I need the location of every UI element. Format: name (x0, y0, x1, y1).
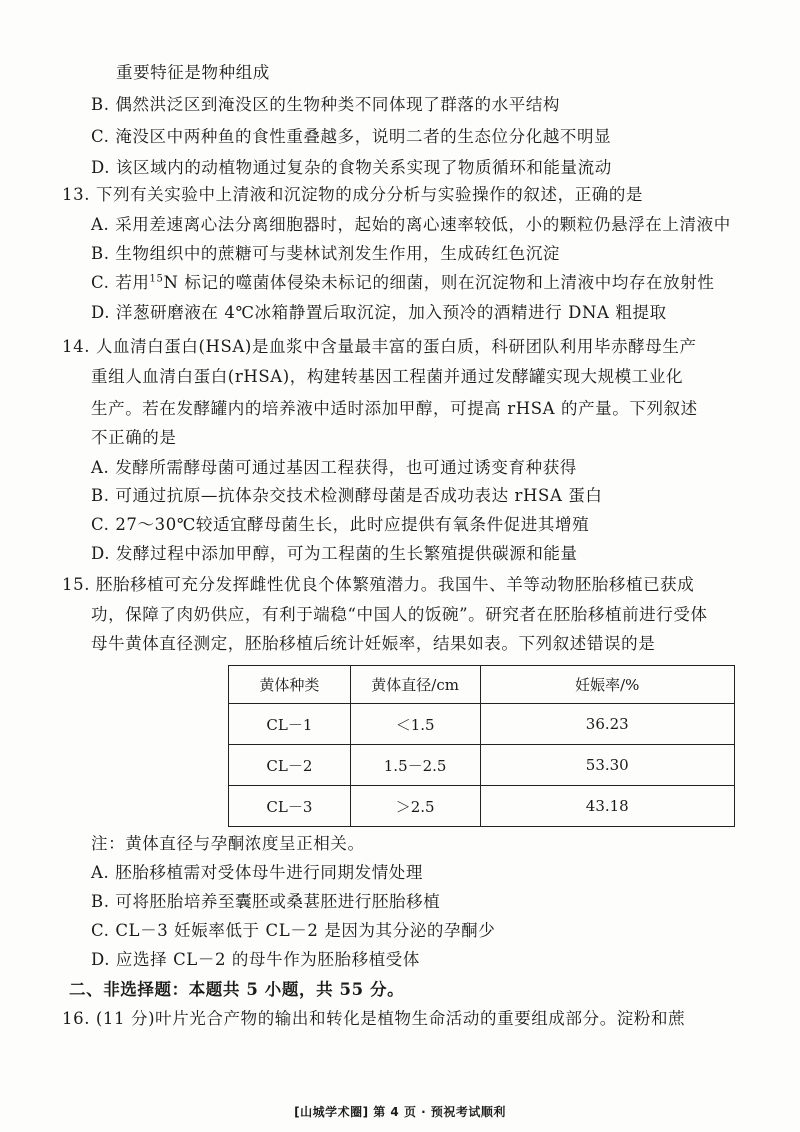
q14-option-a: A. 发酵所需酵母菌可通过基因工程获得，也可通过诱变育种获得 (91, 458, 577, 477)
q13-option-d: D. 洋葱研磨液在 4℃冰箱静置后取沉淀，加入预冷的酒精进行 DNA 粗提取 (91, 303, 667, 322)
q15-option-d: D. 应选择 CL－2 的母牛作为胚胎移植受体 (91, 950, 420, 969)
q14-stem-line2: 重组人血清白蛋白(rHSA)，构建转基因工程菌并通过发酵罐实现大规模工业化 (91, 367, 684, 386)
table-row (229, 786, 735, 827)
corpus-luteum-table (228, 665, 735, 827)
q16-stem-line1: 16. (11 分)叶片光合产物的输出和转化是植物生命活动的重要组成部分。淀粉和蔗 (62, 1009, 686, 1028)
q13-option-c-prefix: C. 若用 (91, 273, 150, 292)
table-row (229, 745, 735, 786)
table-row (229, 704, 735, 745)
q13-option-c (91, 272, 714, 294)
isotope-superscript: 15 (149, 273, 164, 285)
q15-option-c: C. CL－3 妊娠率低于 CL－2 是因为其分泌的孕酮少 (91, 921, 496, 940)
q12-stem-continuation: 重要特征是物种组成 (116, 63, 270, 82)
q15-stem-line2: 功，保障了肉奶供应，有利于端稳“中国人的饭碗”。研究者在胚胎移植前进行受体 (91, 605, 708, 624)
q13-option-a: A. 采用差速离心法分离细胞器时，起始的离心速率较低，小的颗粒仍悬浮在上清液中 (91, 215, 731, 234)
table-cell: CL－1 (229, 704, 351, 745)
q13-option-c-rest: N 标记的噬菌体侵染未标记的细菌，则在沉淀物和上清液中均存在放射性 (163, 273, 715, 292)
q14-option-c: C. 27～30℃较适宜酵母菌生长，此时应提供有氧条件促进其增殖 (91, 515, 590, 534)
q15-option-b: B. 可将胚胎培养至囊胚或桑葚胚进行胚胎移植 (91, 892, 441, 911)
table-cell: ＞2.5 (350, 786, 480, 827)
table-header-cell: 黄体直径/cm (350, 666, 480, 704)
page-footer: [山城学术圈] 第 4 页 · 预祝考试顺利 (294, 1105, 506, 1119)
q14-stem-line4: 不正确的是 (91, 428, 177, 447)
table-header-row (229, 666, 735, 704)
q12-option-d: D. 该区域内的动植物通过复杂的食物关系实现了物质循环和能量流动 (91, 158, 612, 177)
table-cell: 53.30 (480, 745, 734, 786)
table-cell: CL－3 (229, 786, 351, 827)
q15-table-note: 注：黄体直径与孕酮浓度呈正相关。 (91, 834, 365, 853)
q14-stem-line3: 生产。若在发酵罐内的培养液中适时添加甲醇，可提高 rHSA 的产量。下列叙述 (91, 399, 698, 418)
q14-option-d: D. 发酵过程中添加甲醇，可为工程菌的生长繁殖提供碳源和能量 (91, 544, 578, 563)
q15-stem-line1: 15. 胚胎移植可充分发挥雌性优良个体繁殖潜力。我国牛、羊等动物胚胎移植已获成 (62, 575, 695, 594)
q13-option-b: B. 生物组织中的蔗糖可与斐林试剂发生作用，生成砖红色沉淀 (91, 244, 561, 263)
q12-option-b: B. 偶然洪泛区到淹没区的生物种类不同体现了群落的水平结构 (91, 95, 561, 114)
q13-stem: 13. 下列有关实验中上清液和沉淀物的成分分析与实验操作的叙述，正确的是 (62, 185, 644, 204)
q15-stem-line3: 母牛黄体直径测定，胚胎移植后统计妊娠率，结果如表。下列叙述错误的是 (91, 634, 656, 653)
q15-option-a: A. 胚胎移植需对受体母牛进行同期发情处理 (91, 863, 424, 882)
q14-option-b: B. 可通过抗原—抗体杂交技术检测酵母菌是否成功表达 rHSA 蛋白 (91, 486, 603, 505)
table-cell: 1.5－2.5 (350, 745, 480, 786)
q14-stem-line1: 14. 人血清白蛋白(HSA)是血浆中含量最丰富的蛋白质，科研团队利用毕赤酵母生产 (62, 337, 697, 356)
table-cell: ＜1.5 (350, 704, 480, 745)
table-cell: 36.23 (480, 704, 734, 745)
section-heading-nonchoice: 二、非选择题：本题共 5 小题，共 55 分。 (69, 980, 405, 999)
table-cell: 43.18 (480, 786, 734, 827)
q12-option-c: C. 淹没区中两种鱼的食性重叠越多，说明二者的生态位分化越不明显 (91, 127, 612, 146)
table-header-cell: 妊娠率/% (480, 666, 734, 704)
table-header-cell: 黄体种类 (229, 666, 351, 704)
table-cell: CL－2 (229, 745, 351, 786)
